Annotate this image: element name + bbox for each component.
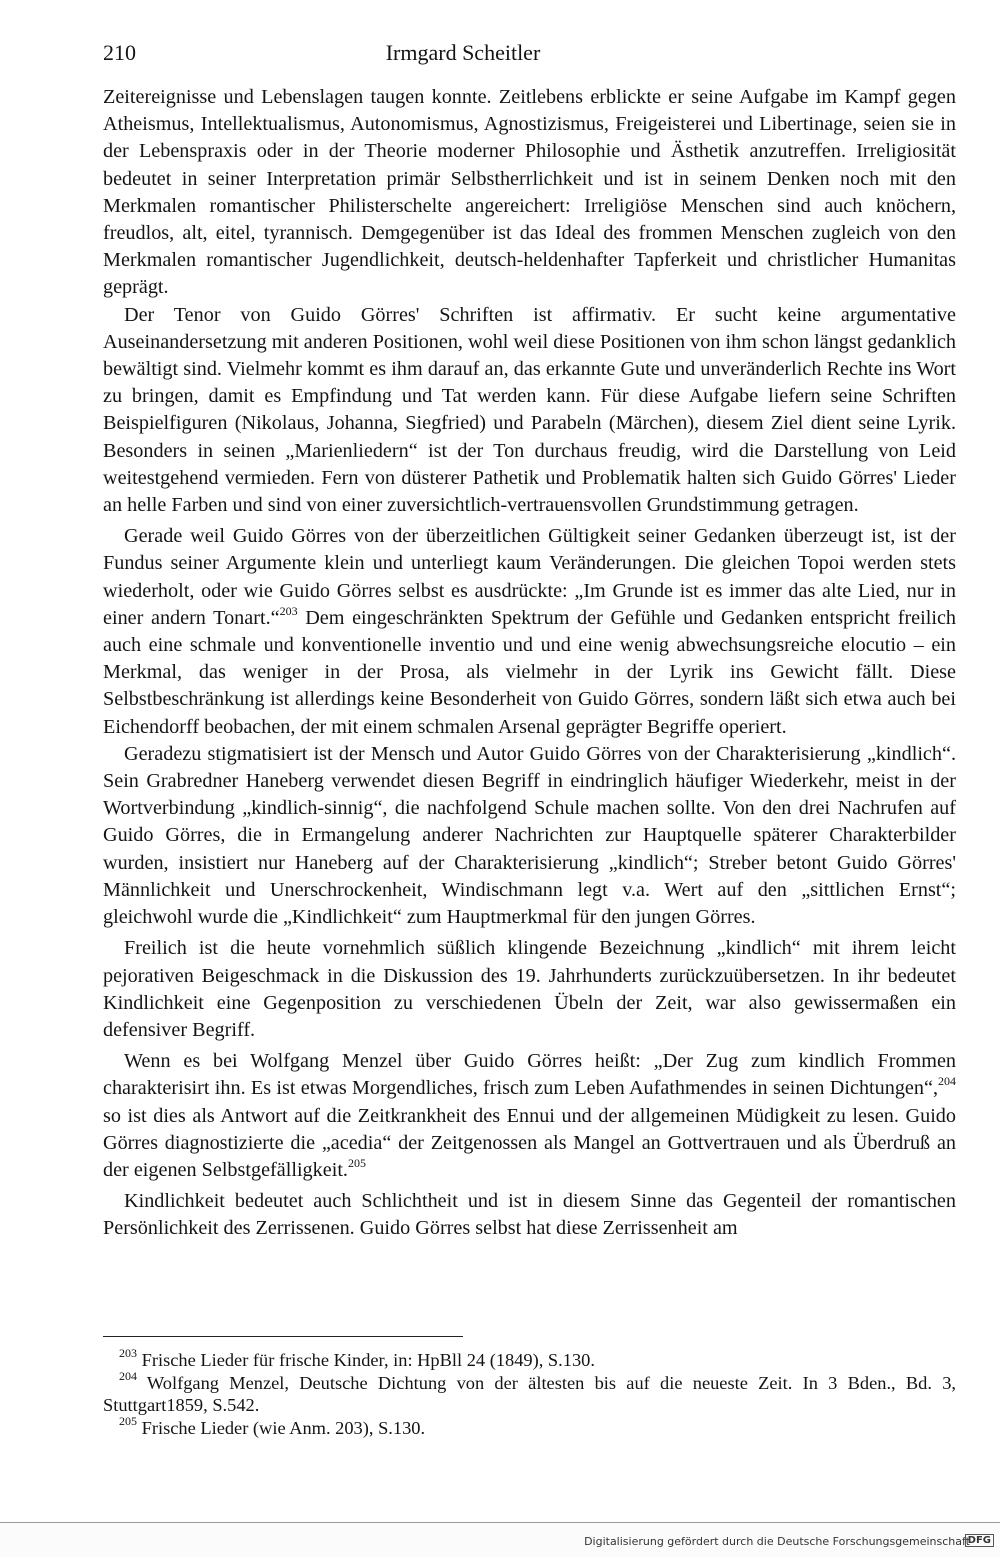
footnote-number: 205 (119, 1413, 137, 1428)
paragraph-3 (103, 523, 956, 741)
footnote-text: Wolfgang Menzel, Deutsche Dichtung von der ältesten bis auf die neueste Zeit. In 3 Bden., Bd. 3, Stuttgart1859, S.542. (103, 1372, 956, 1415)
footnote-204 (103, 1368, 956, 1417)
footnote-number: 203 (119, 1346, 137, 1360)
paragraph-1: Zeitereignisse und Lebenslagen taugen konnte. Zeitlebens erblickte er seine Aufgabe im Kampf gegen Atheismus, Intellektualismus, Autonomismus, Agnostizismus, Freigeisterei und Libertinage, seien sie in der Lebenspraxis oder in der Theorie moderner Philosophie und Ästhetik anzutreffen. Irreligiosität bedeutet in seiner Interpretation primär Selbstherrlichkeit und ist in seinem Denken noch mit den Merkmalen romantischer Philisterschelte angereichert: Irreligiöse Menschen sind auch knöchern, freudlos, alt, eitel, tyrannisch. Demgegenüber ist das Ideal des frommen Menschen zugleich von den Merkmalen romantischer Jugendlichkeit, deutsch-heldenhafter Tapferkeit und christlicher Humanitas geprägt. (103, 86, 956, 299)
footnote-ref-205[interactable]: 205 (347, 1155, 366, 1170)
footnote-text: Frische Lieder (wie Anm. 203), S.130. (141, 1417, 426, 1438)
paragraph-2: Der Tenor von Guido Görres' Schriften ist affirmativ. Er sucht keine argumentative Auseinandersetzung mit anderen Positionen, wohl weil diese Positionen von ihm schon längst gedanklich bewältigt sind. Vielmehr kommt es ihm darauf an, das erkannte Gute und unveränderlich Rechte ins Wort zu bringen, damit es Empfindung und Tat werden kann. Für diese Aufgabe liefern seine Schriften Beispielfiguren (Nikolaus, Johanna, Siegfried) und Parabeln (Märchen), diesem Ziel dient seine Lyrik. Besonders in seinen „Marienliedern“ ist der Ton durchaus freudig, wird die Darstellung von Leid weitestgehend vermieden. Fern von düsterer Pathetik und Problematik halten sich Guido Görres' Lieder an helle Farben und sind von einer zuversichtlich-vertrauensvollen Grundstimmung getragen. (103, 303, 956, 517)
footnote-ref-203[interactable]: 203 (279, 603, 298, 618)
footnotes (103, 1346, 956, 1439)
footnote-text: Frische Lieder für frische Kinder, in: HpBll 24 (1849), S.130. (141, 1350, 595, 1370)
footnote-205 (103, 1413, 956, 1440)
paragraph-6-part-b: so ist dies als Antwort auf die Zeitkrankheit des Ennui und der allgemeinen Müdigkeit zu lesen. Guido Görres diagnostizierte die „acedia“ der Zeitgenossen als Mangel an Gottvertrauen und als Überdruß an der eigenen Selbstgefälligkeit. (103, 1104, 956, 1181)
paragraph-7: Kindlichkeit bedeutet auch Schlichtheit und ist in diesem Sinne das Gegenteil der romantischen Persönlichkeit des Zerrissenen. Guido Görres selbst hat diese Zerrissenheit am (103, 1190, 956, 1240)
paragraph-6-part-a: Wenn es bei Wolfgang Menzel über Guido Görres heißt: „Der Zug zum kindlich Frommen charakterisirt ihn. Es ist etwas Morgendliches, frisch zum Leben Aufathmendes in seinen Dichtungen“, (103, 1050, 956, 1100)
running-head: Irmgard Scheitler (385, 40, 541, 65)
paragraph-3-part-a: Gerade weil Guido Görres von der überzeitlichen Gültigkeit seiner Gedanken überzeugt ist, ist der Fundus seiner Argumente klein und unterliegt kaum Veränderungen. Die gleichen Topoi werden stets wiederholt, oder wie Guido Görres selbst es ausdrückte: „Im Grunde ist es immer das alte Lied, nur in einer andern Tonart.“ (103, 525, 956, 629)
paragraph-6 (103, 1048, 956, 1184)
paragraph-3-part-b: Dem eingeschränkten Spektrum der Gefühle und Gedanken entspricht freilich auch eine schmale und konventionelle inventio und und eine wenig abwechsungsreiche elocutio – ein Merkmal, das weniger in der Prosa, als vielmehr in der Lyrik ins Gewicht fällt. Diese Selbstbeschränkung ist allerdings keine Besonderheit von Guido Görres, sondern läßt sich etwa auch bei Eichendorff beobachen, der mit einem schmalen Arsenal geprägter Begriffe operiert. (103, 606, 957, 738)
paragraph-5: Freilich ist die heute vornehmlich süßlich klingende Bezeichnung „kindlich“ mit ihrem leicht pejorativen Beigeschmack in die Diskussion des 19. Jahrhunderts zurückzuübersetzen. In ihr bedeutet Kindlichkeit eine Gegenposition zu verschiedenen Übeln der Zeit, war also gewissermaßen ein defensiver Begriff. (103, 937, 956, 1041)
footnote-203 (103, 1346, 956, 1372)
footnote-rule (103, 1336, 463, 1337)
digitization-footer (0, 1522, 1000, 1557)
paragraph-4: Geradezu stigmatisiert ist der Mensch und Autor Guido Görres von der Charakterisierung „kindlich“. Sein Grabredner Haneberg verwendet diesen Begriff in eindringlich häufiger Wiederkehr, meist in der Wortverbindung „kindlich-sinnig“, die nachfolgend Schule machen sollte. Von den drei Nachrufen auf Guido Görres, die in Ermangelung anderer Nachrichten zur Hauptquelle späterer Charakterbilder wurden, insistiert nur Haneberg auf der Charakterisierung „kindlich“; Streber betont Guido Görres' Männlichkeit und Unerschrockenheit, Windischmann legt v.a. Wert auf den „sittlichen Ernst“; gleichwohl wurde die „Kindlichkeit“ zum Hauptmerkmal für den jungen Görres. (103, 742, 956, 929)
footnote-number: 204 (119, 1368, 137, 1383)
page-header (103, 40, 956, 76)
dfg-logo-icon: DFG (965, 1534, 994, 1547)
funding-credit: Digitalisierung gefördert durch die Deutsche Forschungsgemeinschaft (584, 1535, 970, 1548)
body-text (103, 84, 956, 1243)
page-number: 210 (103, 40, 136, 65)
footnote-ref-204[interactable]: 204 (938, 1074, 956, 1089)
